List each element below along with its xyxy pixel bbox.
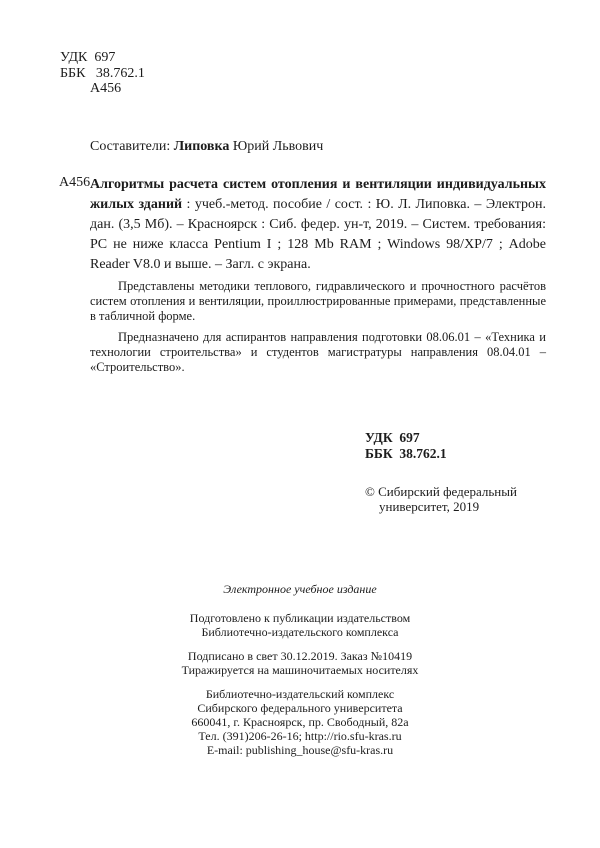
top-classification-block (60, 50, 145, 97)
release-info-block (0, 649, 600, 677)
author-index-top: А456 (90, 81, 122, 96)
copyright-line-2: университет, 2019 (379, 499, 480, 514)
copyright-notice (365, 484, 517, 514)
biblio-text (90, 175, 546, 275)
publisher-name-line-2: Сибирского федерального университета (197, 701, 403, 715)
bibliographic-entry (59, 175, 546, 275)
prepared-by-block (0, 611, 600, 639)
compiler-surname: Липовка (173, 139, 230, 154)
bbk-code-top: ББК 38.762.1 (60, 65, 145, 81)
publisher-address-block (0, 687, 600, 757)
release-line-1: Подписано в свет 30.12.2019. Заказ №10419 (187, 649, 413, 663)
annotation-paragraph-1: Представлены методики теплового, гидравлического и прочностного расчётов систем отопления и вентиляции, проиллюстрированные примерами, представленные в табличной форме. (90, 279, 546, 323)
edition-type-label: Электронное учебное издание (223, 582, 377, 596)
author-index: А456 (59, 175, 91, 190)
biblio-description: : учеб.-метод. пособие / сост. : Ю. Л. Липовка. – Электрон. дан. (3,5 Мб). – Красноярск : Сиб. федер. ун-т, 2019. – Систем. требования: PC не ниже класса Pentium I ; 128 Mb RAM ; Windows 98/ХР/7 ; Adobe Reader V8.0 и выше. – Загл. с экрана. (90, 197, 546, 272)
compilers-line (90, 139, 323, 155)
udk-code-bottom: УДК 697 (365, 430, 420, 445)
bottom-classification-block (365, 430, 447, 461)
annotation-paragraph-2: Предназначено для аспирантов направления подготовки 08.06.01 – «Техника и технологии строительства» и студентов магистратуры направления 08.04.01 – «Строительство». (90, 330, 546, 374)
compilers-label: Составители: (90, 139, 174, 154)
udk-code-top: УДК 697 (60, 50, 116, 65)
copyright-line-1: © Сибирский федеральный (365, 484, 517, 499)
prepared-line-2: Библиотечно-издательского комплекса (201, 625, 399, 639)
release-line-2: Тиражируется на машиночитаемых носителях (181, 663, 419, 677)
prepared-line-1: Подготовлено к публикации издательством (189, 611, 411, 625)
biblio-title: Алгоритмы расчета систем отопления и вентиляции индивидуальных жилых зданий (90, 177, 546, 212)
publisher-name-line-1: Библиотечно-издательский комплекс (205, 687, 395, 701)
publisher-email-line: E-mail: publishing_house@sfu-kras.ru (206, 743, 394, 757)
annotation-block (90, 279, 546, 381)
compiler-name: Юрий Львович (229, 139, 324, 154)
publisher-address-line: 660041, г. Красноярск, пр. Свободный, 82а (191, 715, 409, 729)
colophon-block (0, 582, 600, 767)
bbk-code-bottom: ББК 38.762.1 (365, 445, 447, 461)
publisher-phone-site-line: Тел. (391)206-26-16; http://rio.sfu-kras.ru (198, 729, 402, 743)
